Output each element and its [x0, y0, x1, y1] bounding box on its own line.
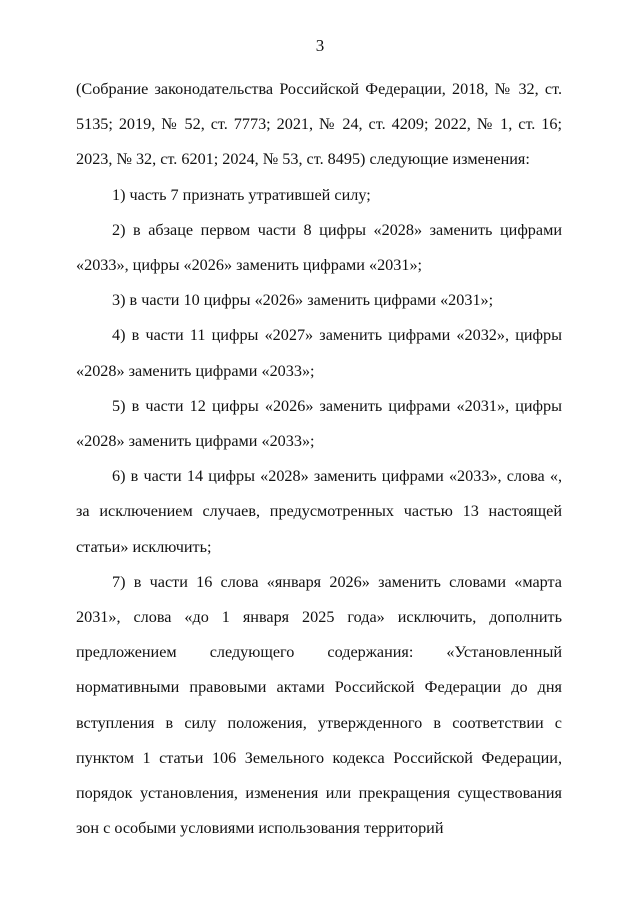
document-body [76, 72, 562, 846]
paragraph-item-6: 6) в части 14 цифры «2028» заменить цифрами «2033», слова «, за исключением случаев, предусмотренных частью 13 настоящей статьи» исключить; [76, 467, 562, 556]
paragraph-item-5: 5) в части 12 цифры «2026» заменить цифрами «2031», цифры «2028» заменить цифрами «2033»; [76, 396, 562, 451]
paragraph-item-3: 3) в части 10 цифры «2026» заменить цифрами «2031»; [112, 291, 494, 310]
paragraph-continuation: (Собрание законодательства Российской Федерации, 2018, № 32, ст. 5135; 2019, № 52, ст. 7773; 2021, № 24, ст. 4209; 2022, № 1, ст. 16; 2023, № 32, ст. 6201; 2024, № 53, ст. 8495) следующие изменения: [76, 80, 562, 169]
paragraph-item-4: 4) в части 11 цифры «2027» заменить цифрами «2032», цифры «2028» заменить цифрами «2033»; [76, 326, 562, 380]
page-number: 3 [315, 36, 325, 55]
paragraph-item-2: 2) в абзаце первом части 8 цифры «2028» заменить цифрами «2033», цифры «2026» заменить цифрами «2031»; [76, 220, 562, 275]
paragraph-item-7: 7) в части 16 слова «января 2026» заменить словами «марта 2031», слова «до 1 января 2025 года» исключить, дополнить предложением следующего содержания: «Установленный нормативными правовыми актами Российской Федерации до дня вступления в силу положения, утвержденного в соответствии с пунктом 1 статьи 106 Земельного кодекса Российской Федерации, порядок установления, изменения или прекращения существования зон с особыми условиями использования территорий [76, 572, 562, 838]
paragraph-item-1: 1) часть 7 признать утратившей силу; [112, 185, 371, 204]
